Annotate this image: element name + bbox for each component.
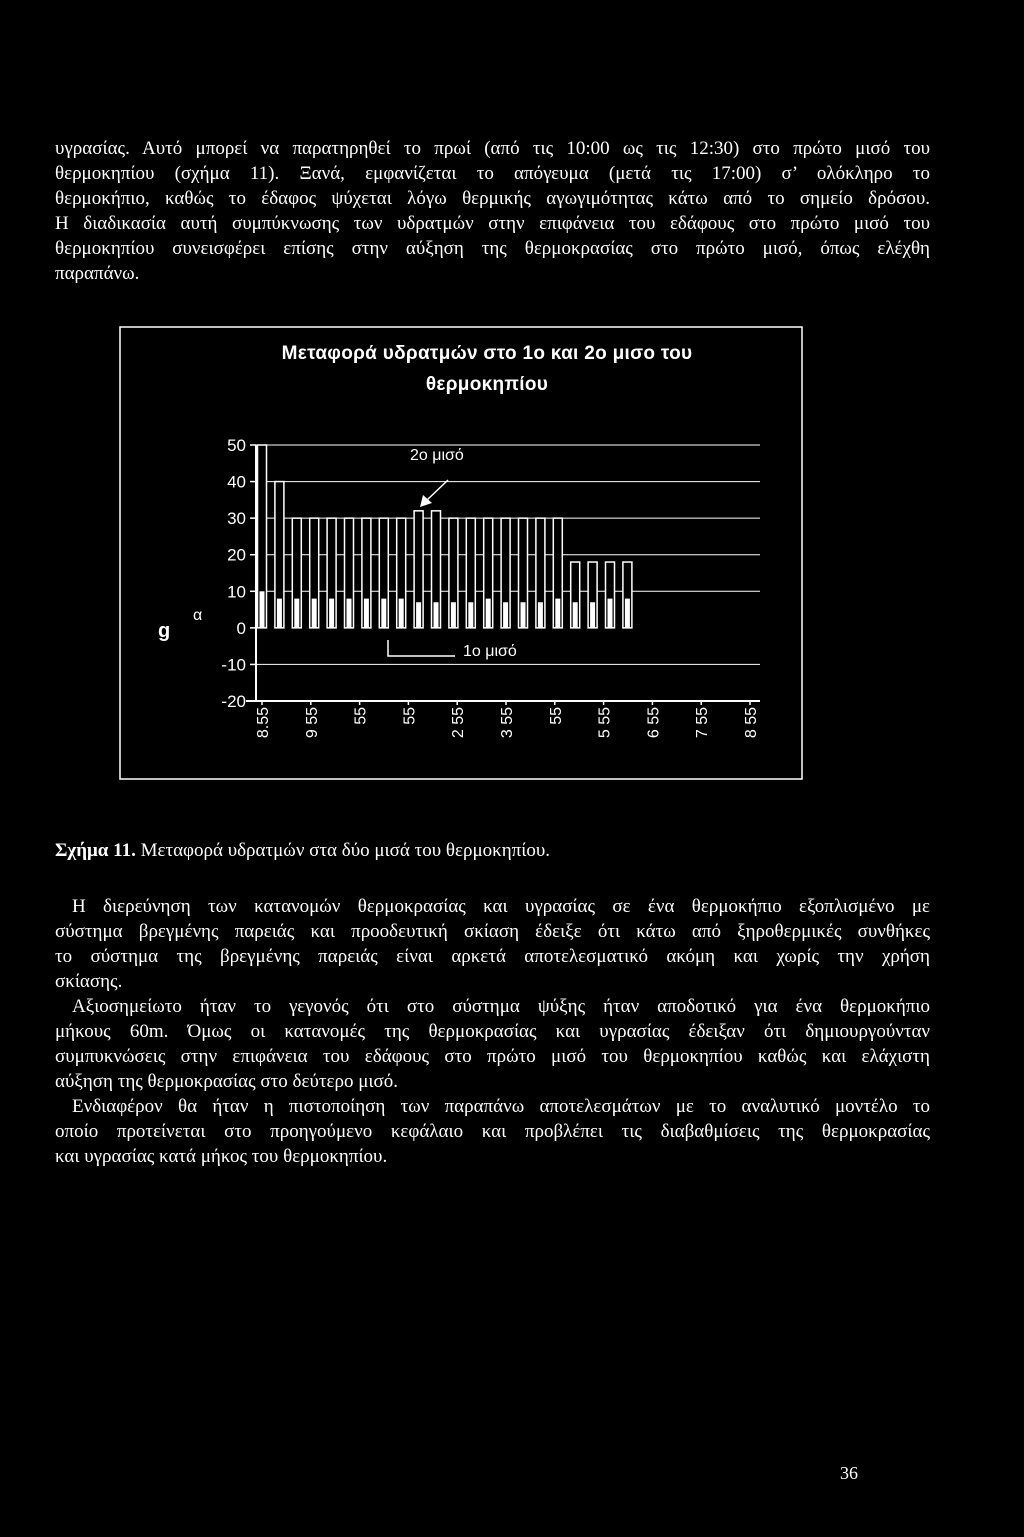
y-axis-label: g — [158, 620, 171, 642]
text-line: και υγρασίας κατά μήκος του θερμοκηπίου. — [55, 1146, 388, 1167]
bar-first-half — [399, 599, 404, 628]
bar-first-half — [503, 602, 508, 628]
text-line: θερμοκήπιο, καθώς το έδαφος ψύχεται λόγω θερμικής αγωγιμότητας κάτω από το σημείο δρόσου. — [55, 188, 930, 209]
bar-first-half — [521, 602, 526, 628]
bar-first-half — [451, 602, 456, 628]
y-ticks — [221, 436, 256, 711]
y-axis-label-fragment: α — [193, 607, 203, 624]
x-tick-label: 55 — [352, 707, 370, 725]
bar-first-half — [555, 599, 560, 628]
bars — [258, 445, 632, 628]
x-tick-label: 7 55 — [694, 707, 712, 739]
bar-first-half — [468, 602, 473, 628]
x-tick-label: 55 — [401, 707, 419, 725]
annotation-second-half: 2ο μισό — [410, 447, 464, 464]
bar-first-half — [486, 599, 491, 628]
bar-first-half — [538, 602, 543, 628]
y-tick-label: 0 — [236, 618, 246, 638]
x-ticks — [255, 701, 760, 738]
bar-first-half — [364, 599, 369, 628]
figure-caption-text: Μεταφορά υδρατμών στα δύο μισά του θερμοκηπίου. — [140, 840, 551, 861]
paragraph — [55, 894, 930, 994]
text-line: παραπάνω. — [55, 263, 140, 284]
bar-first-half — [590, 602, 595, 628]
x-tick-label: 6 55 — [645, 707, 663, 739]
text-line: το σύστημα της βρεγμένης παρειάς είναι αρκετά αποτελεσματικό ακόμη και χωρίς την χρήση — [55, 946, 930, 967]
x-tick-label: 55 — [547, 707, 565, 725]
chart-title-line: θερμοκηπίου — [425, 374, 549, 395]
bar-first-half — [347, 599, 352, 628]
bar-first-half — [625, 599, 630, 628]
x-tick-label: 8.55 — [255, 707, 272, 739]
x-tick-label: 8 55 — [743, 707, 760, 739]
bar-first-half — [277, 599, 282, 628]
text-line: Ενδιαφέρον θα ήταν η πιστοποίηση των παραπάνω αποτελεσμάτων με το αναλυτικό μοντέλο το — [72, 1096, 930, 1117]
bar-first-half — [573, 602, 578, 628]
x-tick-label: 9 55 — [303, 707, 321, 739]
body-text-top — [55, 136, 930, 286]
y-tick-label: 20 — [227, 545, 246, 565]
paragraph — [55, 1094, 930, 1169]
annotation-arrow — [420, 480, 448, 507]
annotation-first-half: 1ο μισό — [463, 643, 517, 660]
annotation-leader-line — [388, 640, 455, 656]
paragraph — [55, 994, 930, 1094]
figure-caption — [55, 838, 930, 863]
figure-label: Σχήμα 11. — [55, 840, 136, 861]
paragraph — [55, 136, 930, 286]
bar-first-half — [416, 602, 421, 628]
text-line: σκίασης. — [55, 971, 123, 992]
body-text-bottom — [55, 894, 930, 1169]
bar-first-half — [260, 591, 265, 628]
text-line: υγρασίας. Αυτό μπορεί να παρατηρηθεί το πρωί (από τις 10:00 ως τις 12:30) στο πρώτο μισό του — [55, 138, 930, 159]
text-line: Αξιοσημείωτο ήταν το γεγονός ότι στο σύστημα ψύξης ήταν αποδοτικό για ένα θερμοκήπιο — [72, 996, 930, 1017]
y-tick-label: 40 — [227, 472, 246, 492]
bar-first-half — [329, 599, 334, 628]
text-line: σύστημα βρεγμένης παρειάς και προοδευτική σκίαση έδειξε ότι κάτω από ξηροθερμικές συνθήκες — [55, 921, 930, 942]
chart-title-line: Μεταφορά υδρατμών στο 1ο και 2ο μισο του — [281, 343, 693, 364]
page-number: 36 — [840, 1463, 858, 1483]
text-line: θερμοκηπίου (σχήμα 11). Ξανά, εμφανίζεται το απόγευμα (μετά τις 17:00) σ’ ολόκληρο το — [55, 163, 930, 184]
y-tick-label: 50 — [227, 436, 246, 455]
y-tick-label: -10 — [221, 655, 246, 675]
bar-first-half — [434, 602, 439, 628]
x-tick-label: 2 55 — [450, 707, 468, 739]
y-tick-label: -20 — [221, 692, 246, 711]
annotation-arrow-shaft — [426, 480, 448, 501]
y-tick-label: 30 — [227, 509, 246, 529]
x-tick-label: 5 55 — [596, 707, 614, 739]
bar-first-half — [381, 599, 386, 628]
text-line: μήκους 60m. Όμως οι κατανομές της θερμοκρασίας και υγρασίας έδειξαν ότι δημιουργούνταν — [55, 1021, 930, 1042]
chart — [0, 300, 1024, 800]
text-line: Η διερεύνηση των κατανομών θερμοκρασίας και υγρασίας σε ένα θερμοκήπιο εξοπλισμένο με — [72, 896, 930, 917]
text-line: Η διαδικασία αυτή συμπύκνωσης των υδρατμών στην επιφάνεια του εδάφους στο πρώτο μισό του — [55, 213, 930, 234]
bar-first-half — [294, 599, 299, 628]
x-tick-label: 3 55 — [499, 707, 516, 739]
bar-first-half — [608, 599, 613, 628]
bar-first-half — [312, 599, 317, 628]
y-tick-label: 10 — [227, 582, 246, 602]
text-line: συμπυκνώσεις στην επιφάνεια του εδάφους στο πρώτο μισό του θερμοκηπίου καθώς και ελάχιστη — [55, 1046, 930, 1067]
text-line: αύξηση της θερμοκρασίας στο δεύτερο μισό. — [55, 1071, 398, 1092]
text-line: οποίο προτείνεται στο προηγούμενο κεφάλαιο και προβλέπει τις διαβαθμίσεις της θερμοκρασίας — [55, 1121, 930, 1142]
text-line: θερμοκηπίου συνεισφέρει επίσης στην αύξηση της θερμοκρασίας στο πρώτο μισό, όπως ελέχθη — [55, 238, 930, 259]
